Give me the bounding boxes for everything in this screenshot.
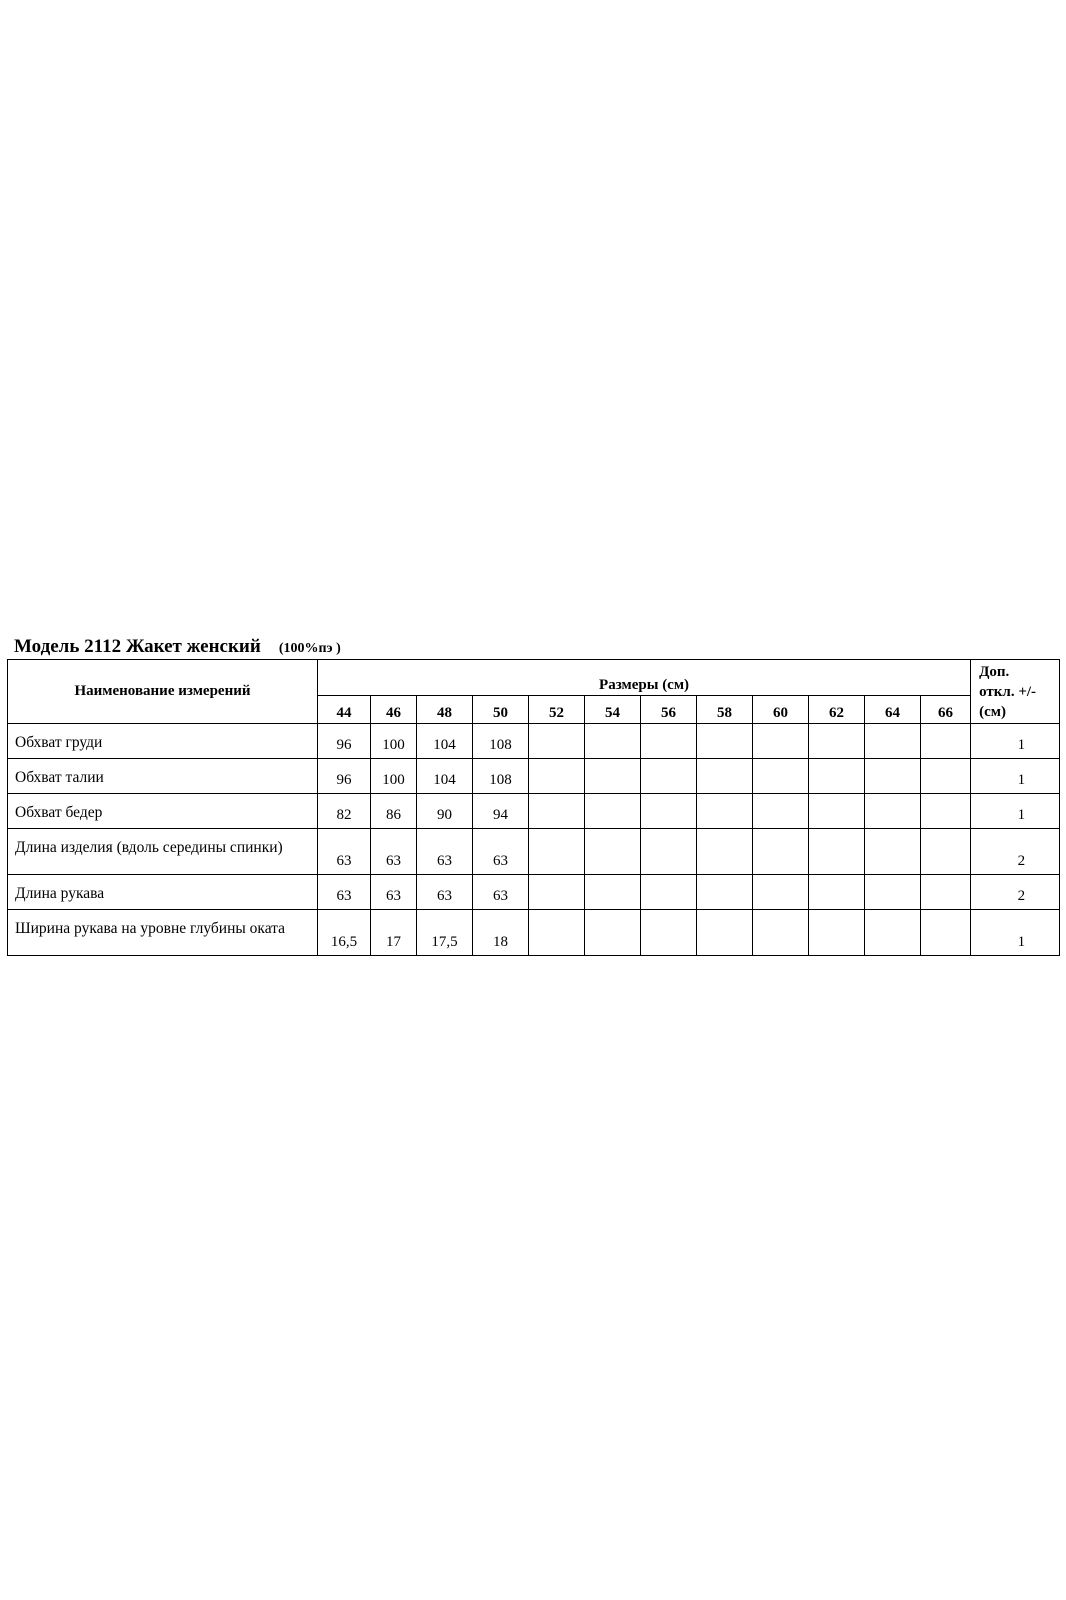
measurement-value: 63 — [371, 875, 417, 910]
size-column-header: 56 — [641, 696, 697, 724]
measurement-value — [865, 759, 921, 794]
measurement-value — [585, 910, 641, 956]
measurement-value — [641, 829, 697, 875]
table-row — [8, 724, 1060, 759]
size-column-header: 50 — [473, 696, 529, 724]
header-tolerance-line: Доп. — [979, 664, 1010, 680]
measurement-name: Длина рукава — [8, 875, 318, 910]
measurement-value — [865, 724, 921, 759]
measurement-value — [921, 724, 971, 759]
tolerance-value: 1 — [971, 724, 1060, 759]
measurement-value: 96 — [318, 759, 371, 794]
measurement-value — [697, 724, 753, 759]
measurement-value: 63 — [371, 829, 417, 875]
size-column-header: 52 — [529, 696, 585, 724]
table-row — [8, 910, 1060, 956]
measurement-name: Обхват талии — [8, 759, 318, 794]
table-header — [8, 660, 1060, 724]
measurement-value — [921, 794, 971, 829]
measurement-value: 16,5 — [318, 910, 371, 956]
measurement-name: Обхват бедер — [8, 794, 318, 829]
measurement-value — [809, 910, 865, 956]
size-column-header: 64 — [865, 696, 921, 724]
measurement-value — [865, 794, 921, 829]
measurement-value — [529, 829, 585, 875]
measurement-name: Обхват груди — [8, 724, 318, 759]
table-body — [8, 724, 1060, 956]
measurement-value — [697, 794, 753, 829]
size-column-header: 62 — [809, 696, 865, 724]
measurement-value — [641, 794, 697, 829]
size-column-header: 60 — [753, 696, 809, 724]
measurement-value: 108 — [473, 759, 529, 794]
size-column-header: 44 — [318, 696, 371, 724]
size-column-header: 58 — [697, 696, 753, 724]
measurement-value — [921, 875, 971, 910]
header-tolerance-line: (см) — [979, 704, 1006, 720]
measurement-value — [585, 829, 641, 875]
measurement-value — [697, 829, 753, 875]
measurement-value: 63 — [473, 875, 529, 910]
measurement-value — [865, 875, 921, 910]
tolerance-value: 1 — [971, 759, 1060, 794]
measurement-value — [641, 724, 697, 759]
measurement-value — [641, 875, 697, 910]
table-row — [8, 759, 1060, 794]
table-row — [8, 829, 1060, 875]
tolerance-value: 2 — [971, 875, 1060, 910]
measurement-value — [529, 875, 585, 910]
measurement-value — [585, 875, 641, 910]
measurement-value — [753, 829, 809, 875]
measurement-value: 17,5 — [417, 910, 473, 956]
measurement-value — [529, 724, 585, 759]
measurement-value: 104 — [417, 759, 473, 794]
measurement-value — [809, 875, 865, 910]
table-row — [8, 875, 1060, 910]
measurement-value: 86 — [371, 794, 417, 829]
measurement-value — [697, 910, 753, 956]
measurement-value: 63 — [417, 829, 473, 875]
tolerance-value: 1 — [971, 910, 1060, 956]
measurement-value: 96 — [318, 724, 371, 759]
measurement-value: 104 — [417, 724, 473, 759]
measurement-value — [809, 794, 865, 829]
header-tolerance — [971, 660, 1060, 724]
measurement-value — [641, 910, 697, 956]
composition-label: (100%пэ ) — [278, 641, 341, 656]
measurement-value — [585, 794, 641, 829]
measurement-value — [753, 759, 809, 794]
measurement-value — [753, 910, 809, 956]
measurement-value — [529, 759, 585, 794]
measurement-value: 82 — [318, 794, 371, 829]
document-title — [14, 636, 341, 658]
tolerance-value: 2 — [971, 829, 1060, 875]
measurement-value: 63 — [318, 829, 371, 875]
measurement-value — [921, 910, 971, 956]
measurement-value — [753, 724, 809, 759]
header-measurement-name: Наименование измерений — [8, 660, 318, 724]
measurement-value: 63 — [318, 875, 371, 910]
measurement-value — [865, 910, 921, 956]
measurement-value — [865, 829, 921, 875]
size-column-header: 66 — [921, 696, 971, 724]
measurement-value: 100 — [371, 724, 417, 759]
measurement-value: 108 — [473, 724, 529, 759]
measurement-value: 63 — [473, 829, 529, 875]
measurement-value: 17 — [371, 910, 417, 956]
table-row — [8, 794, 1060, 829]
header-tolerance-line: откл. +/- — [979, 684, 1037, 700]
measurement-value — [921, 759, 971, 794]
measurement-value — [809, 759, 865, 794]
size-column-header: 54 — [585, 696, 641, 724]
tolerance-value: 1 — [971, 794, 1060, 829]
measurement-value — [641, 759, 697, 794]
measurement-value: 100 — [371, 759, 417, 794]
measurement-value: 63 — [417, 875, 473, 910]
header-sizes: Размеры (см) — [318, 660, 971, 696]
measurement-value: 94 — [473, 794, 529, 829]
measurement-value: 18 — [473, 910, 529, 956]
size-column-header: 46 — [371, 696, 417, 724]
measurement-name: Ширина рукава на уровне глубины оката — [8, 910, 318, 956]
measurement-value — [921, 829, 971, 875]
measurement-value — [529, 794, 585, 829]
measurement-name: Длина изделия (вдоль середины спинки) — [8, 829, 318, 875]
model-title: Модель 2112 Жакет женский — [14, 636, 261, 657]
measurement-value — [753, 875, 809, 910]
measurement-value — [809, 724, 865, 759]
measurement-value — [585, 759, 641, 794]
size-column-header: 48 — [417, 696, 473, 724]
size-chart-table — [7, 659, 1060, 956]
measurement-value — [697, 875, 753, 910]
measurement-value: 90 — [417, 794, 473, 829]
measurement-value — [529, 910, 585, 956]
measurement-value — [753, 794, 809, 829]
measurement-value — [697, 759, 753, 794]
measurement-value — [585, 724, 641, 759]
measurement-value — [809, 829, 865, 875]
